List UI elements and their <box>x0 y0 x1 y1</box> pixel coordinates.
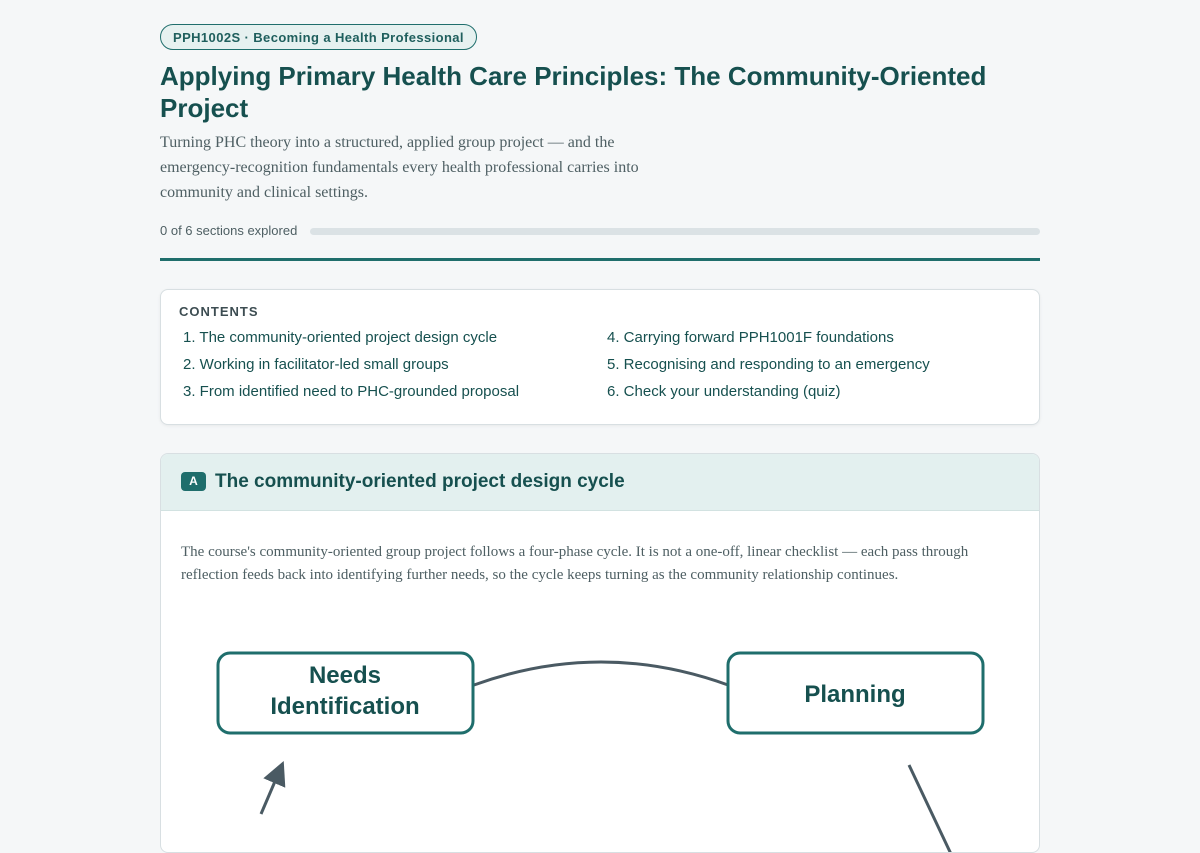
page-title: Applying Primary Health Care Principles: The Community-Oriented Project <box>160 61 987 123</box>
cycle-node-planning-label: Planning <box>804 681 906 708</box>
contents-link-3[interactable]: 3. From identified need to PHC-grounded proposal <box>183 383 520 400</box>
course-badge: PPH1002S · Becoming a Health Professional <box>160 24 477 50</box>
cycle-node-needs <box>218 653 473 733</box>
section-a-title: The community-oriented project design cycle <box>215 471 625 492</box>
contents-link-2[interactable]: 2. Working in facilitator-led small groups <box>183 356 449 373</box>
cycle-arrow-planning-down <box>909 765 951 853</box>
section-a-body: The course's community-oriented group project follows a four-phase cycle. It is not a one-off, linear checklist — each pass through reflection feeds back into identifying further needs, so the cycle keeps turning as the community relationship continues. <box>181 544 969 583</box>
section-a-card <box>160 453 1040 853</box>
contents-list <box>183 329 1023 410</box>
section-letter-badge: A <box>181 472 206 491</box>
cycle-arrow-into-needs <box>261 772 279 814</box>
cycle-diagram <box>161 454 1040 853</box>
contents-link-4[interactable]: 4. Carrying forward PPH1001F foundations <box>607 329 894 346</box>
cycle-node-needs-line2: Identification <box>270 693 420 720</box>
cycle-arrow-needs-to-planning <box>474 662 728 685</box>
contents-title: CONTENTS <box>179 304 259 319</box>
header-divider <box>160 258 1040 261</box>
progress-bar <box>310 228 1040 235</box>
contents-panel <box>160 289 1040 425</box>
contents-link-1[interactable]: 1. The community-oriented project design cycle <box>183 329 498 346</box>
page-lead: Turning PHC theory into a structured, applied group project — and the emergency-recognition fundamentals every health professional carries into community and clinical settings. <box>160 134 639 201</box>
cycle-node-needs-line1: Needs <box>308 662 382 689</box>
contents-link-5[interactable]: 5. Recognising and responding to an emergency <box>607 356 930 373</box>
cycle-node-planning <box>728 653 983 733</box>
contents-link-6[interactable]: 6. Check your understanding (quiz) <box>607 383 841 400</box>
progress-label: 0 of 6 sections explored <box>160 223 298 238</box>
